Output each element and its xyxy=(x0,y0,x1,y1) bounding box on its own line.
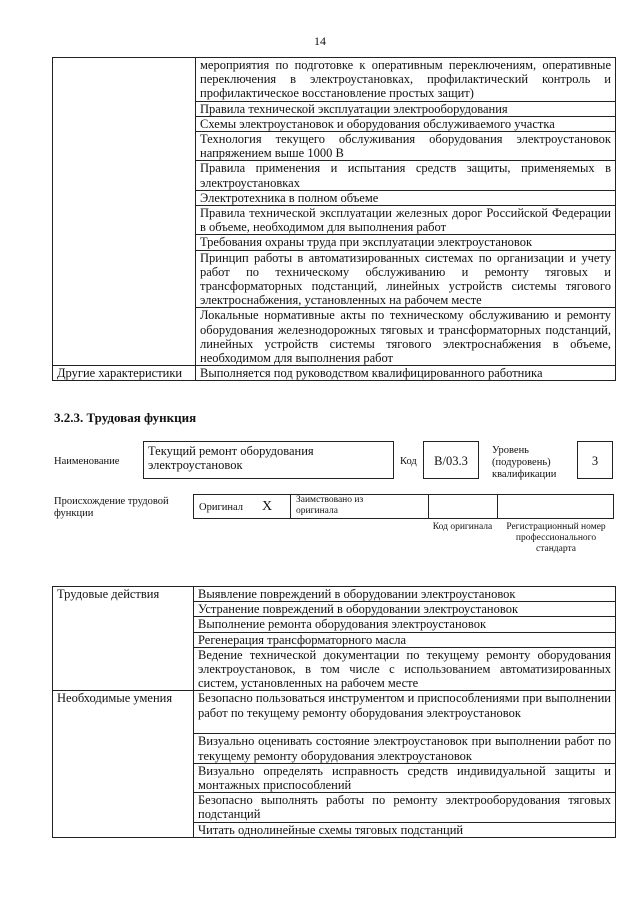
table-row xyxy=(53,691,616,734)
table-cell: Правила технической эксплуатации электрооборудования xyxy=(196,101,616,116)
labor-function-table xyxy=(52,586,616,838)
table-cell: Устранение повреждений в оборудовании электроустановок xyxy=(194,602,616,617)
code-label: Код xyxy=(400,456,417,467)
table-cell-left xyxy=(53,58,196,366)
table-row xyxy=(53,366,616,381)
code-value-box xyxy=(423,441,479,479)
table-cell: Принцип работы в автоматизированных системах по организации и учету работ по техническому обслуживанию и ремонту тяговых и трансформаторных подстанций, линейных устройств системы тягового электроснабжения, установленных на рабочем месте xyxy=(196,250,616,308)
table-cell: Ведение технической документации по текущему ремонту оборудования электроустановок, в том числе с использованием автоматизированных систем, установленных на рабочем месте xyxy=(194,647,616,691)
original-label: Оригинал xyxy=(199,502,243,513)
table-cell: Правила применения и испытания средств защиты, применяемых в электроустановках xyxy=(196,161,616,190)
table-cell: Регенерация трансформаторного масла xyxy=(194,632,616,647)
table-cell: мероприятия по подготовке к оперативным переключениям, оперативные переключения в электроустановках, профилактический контроль и профилактическое восстановление простых защит) xyxy=(196,58,616,102)
table-cell: Безопасно выполнять работы по ремонту электрооборудования тяговых подстанций xyxy=(194,793,616,822)
level-value-box xyxy=(577,441,613,479)
table-row xyxy=(53,587,616,602)
borrowed-label: Заимствовано из оригинала xyxy=(296,495,364,516)
reg-caption: Регистрационный номер профессионального стандарта xyxy=(506,522,606,554)
knowledge-table xyxy=(52,57,616,381)
section-title: 3.2.3. Трудовая функция xyxy=(54,410,197,425)
name-value: Текущий ремонт оборудования электроустановок xyxy=(148,444,314,472)
origin-divider xyxy=(290,494,291,519)
table-row xyxy=(53,58,616,102)
group-label: Трудовые действия xyxy=(53,587,194,691)
table-cell: Требования охраны труда при эксплуатации электроустановок xyxy=(196,235,616,250)
table-cell: Выявление повреждений в оборудовании электроустановок xyxy=(194,587,616,602)
name-label: Наименование xyxy=(54,456,120,467)
group-label: Необходимые умения xyxy=(53,691,194,837)
level-label: Уровень (подуровень) квалификации xyxy=(492,445,557,480)
table-cell: Локальные нормативные акты по техническому обслуживанию и ремонту оборудования железнодорожных тяговых и трансформаторных подстанций, линейных устройств системы тягового электроснабжения в объеме, необходимом для выполнения работ xyxy=(196,308,616,366)
table-cell: Читать однолинейные схемы тяговых подстанций xyxy=(194,822,616,837)
table-cell: Электротехника в полном объеме xyxy=(196,190,616,205)
table-cell: Выполнение ремонта оборудования электроустановок xyxy=(194,617,616,632)
origin-label: Происхождение трудовой функции xyxy=(54,496,169,519)
table-cell: Правила технической эксплуатации железных дорог Российской Федерации в объеме, необходимом для выполнения работ xyxy=(196,206,616,235)
level-value: 3 xyxy=(591,454,599,468)
original-mark: X xyxy=(262,499,273,514)
table-cell: Визуально определять исправность средств индивидуальной защиты и монтажных приспособлений xyxy=(194,763,616,792)
code-value: B/03.3 xyxy=(434,454,468,468)
origin-divider xyxy=(428,494,429,519)
name-value-box xyxy=(143,441,394,479)
origin-divider xyxy=(497,494,498,519)
page-number: 14 xyxy=(314,34,326,48)
code-caption: Код оригинала xyxy=(432,522,493,532)
table-cell: Визуально оценивать состояние электроустановок при выполнении работ по текущему ремонту оборудования электроустановок xyxy=(194,734,616,763)
table-cell: Технология текущего обслуживания оборудования электроустановок напряжением выше 1000 В xyxy=(196,132,616,161)
table-cell: Безопасно пользоваться инструментом и приспособлениями при выполнении работ по текущему ремонту оборудования электроустановок xyxy=(194,691,616,734)
table-cell: Выполняется под руководством квалифицированного работника xyxy=(196,366,616,381)
table-cell: Схемы электроустановок и оборудования обслуживаемого участка xyxy=(196,116,616,131)
table-cell-label: Другие характеристики xyxy=(53,366,196,381)
